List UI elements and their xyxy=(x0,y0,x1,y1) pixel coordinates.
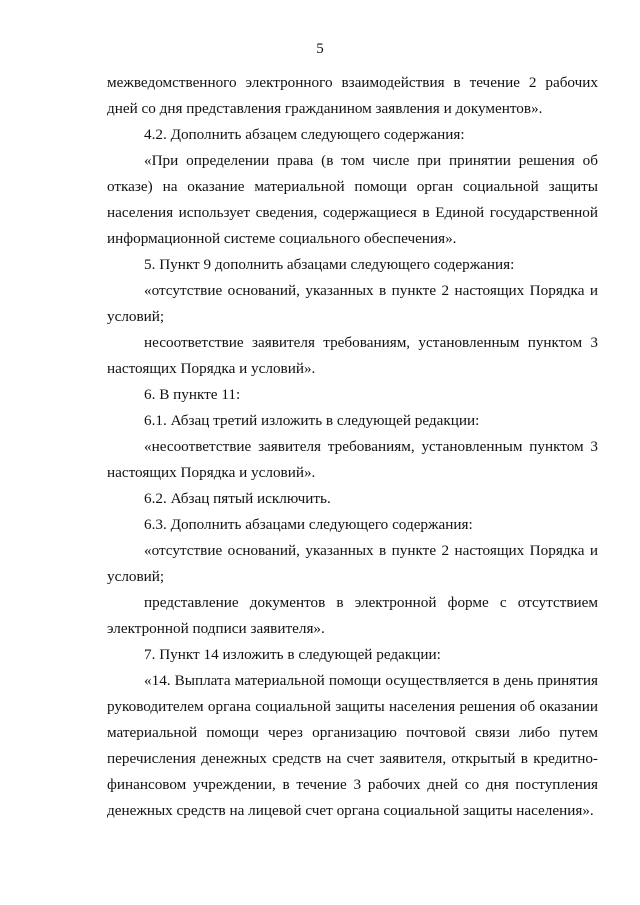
paragraph-4-2: 4.2. Дополнить абзацем следующего содержания: xyxy=(144,126,465,143)
paragraph-6-2: 6.2. Абзац пятый исключить. xyxy=(144,490,331,507)
paragraph-6-3-item-1: «отсутствие оснований, указанных в пункте 2 настоящих Порядка и условий; xyxy=(107,542,598,585)
page-number: 5 xyxy=(316,41,324,57)
paragraph-6: 6. В пункте 11: xyxy=(144,386,241,403)
document-body xyxy=(107,70,598,824)
paragraph-6-3-item-2: представление документов в электронной форме с отсутствием электронной подписи заявителя». xyxy=(107,594,598,637)
paragraph-5-item-2: несоответствие заявителя требованиям, установленным пунктом 3 настоящих Порядка и условий». xyxy=(107,334,598,377)
paragraph-6-3: 6.3. Дополнить абзацами следующего содержания: xyxy=(144,516,473,533)
paragraph-4-2-content: «При определении права (в том числе при принятии решения об отказе) на оказание материальной помощи орган социальной защиты населения использует сведения, содержащиеся в Единой государственной информационной системе социального обеспечения». xyxy=(107,152,598,247)
paragraph-6-1-content: «несоответствие заявителя требованиям, установленным пунктом 3 настоящих Порядка и условий». xyxy=(107,438,598,481)
paragraph-6-1: 6.1. Абзац третий изложить в следующей редакции: xyxy=(144,412,480,429)
paragraph-5-item-1: «отсутствие оснований, указанных в пункте 2 настоящих Порядка и условий; xyxy=(107,282,598,325)
paragraph-5: 5. Пункт 9 дополнить абзацами следующего содержания: xyxy=(144,256,515,273)
paragraph-7-content: «14. Выплата материальной помощи осуществляется в день принятия руководителем органа социальной защиты населения решения об оказании материальной помощи через организацию почтовой связи либо путем перечисления денежных средств на счет заявителя, открытый в кредитно-финансовом учреждении, в течение 3 рабочих дней со дня поступления денежных средств на лицевой счет органа социальной защиты населения». xyxy=(107,672,598,819)
paragraph-continuation: межведомственного электронного взаимодействия в течение 2 рабочих дней со дня представления гражданином заявления и документов». xyxy=(107,74,598,117)
paragraph-7: 7. Пункт 14 изложить в следующей редакции: xyxy=(144,646,441,663)
